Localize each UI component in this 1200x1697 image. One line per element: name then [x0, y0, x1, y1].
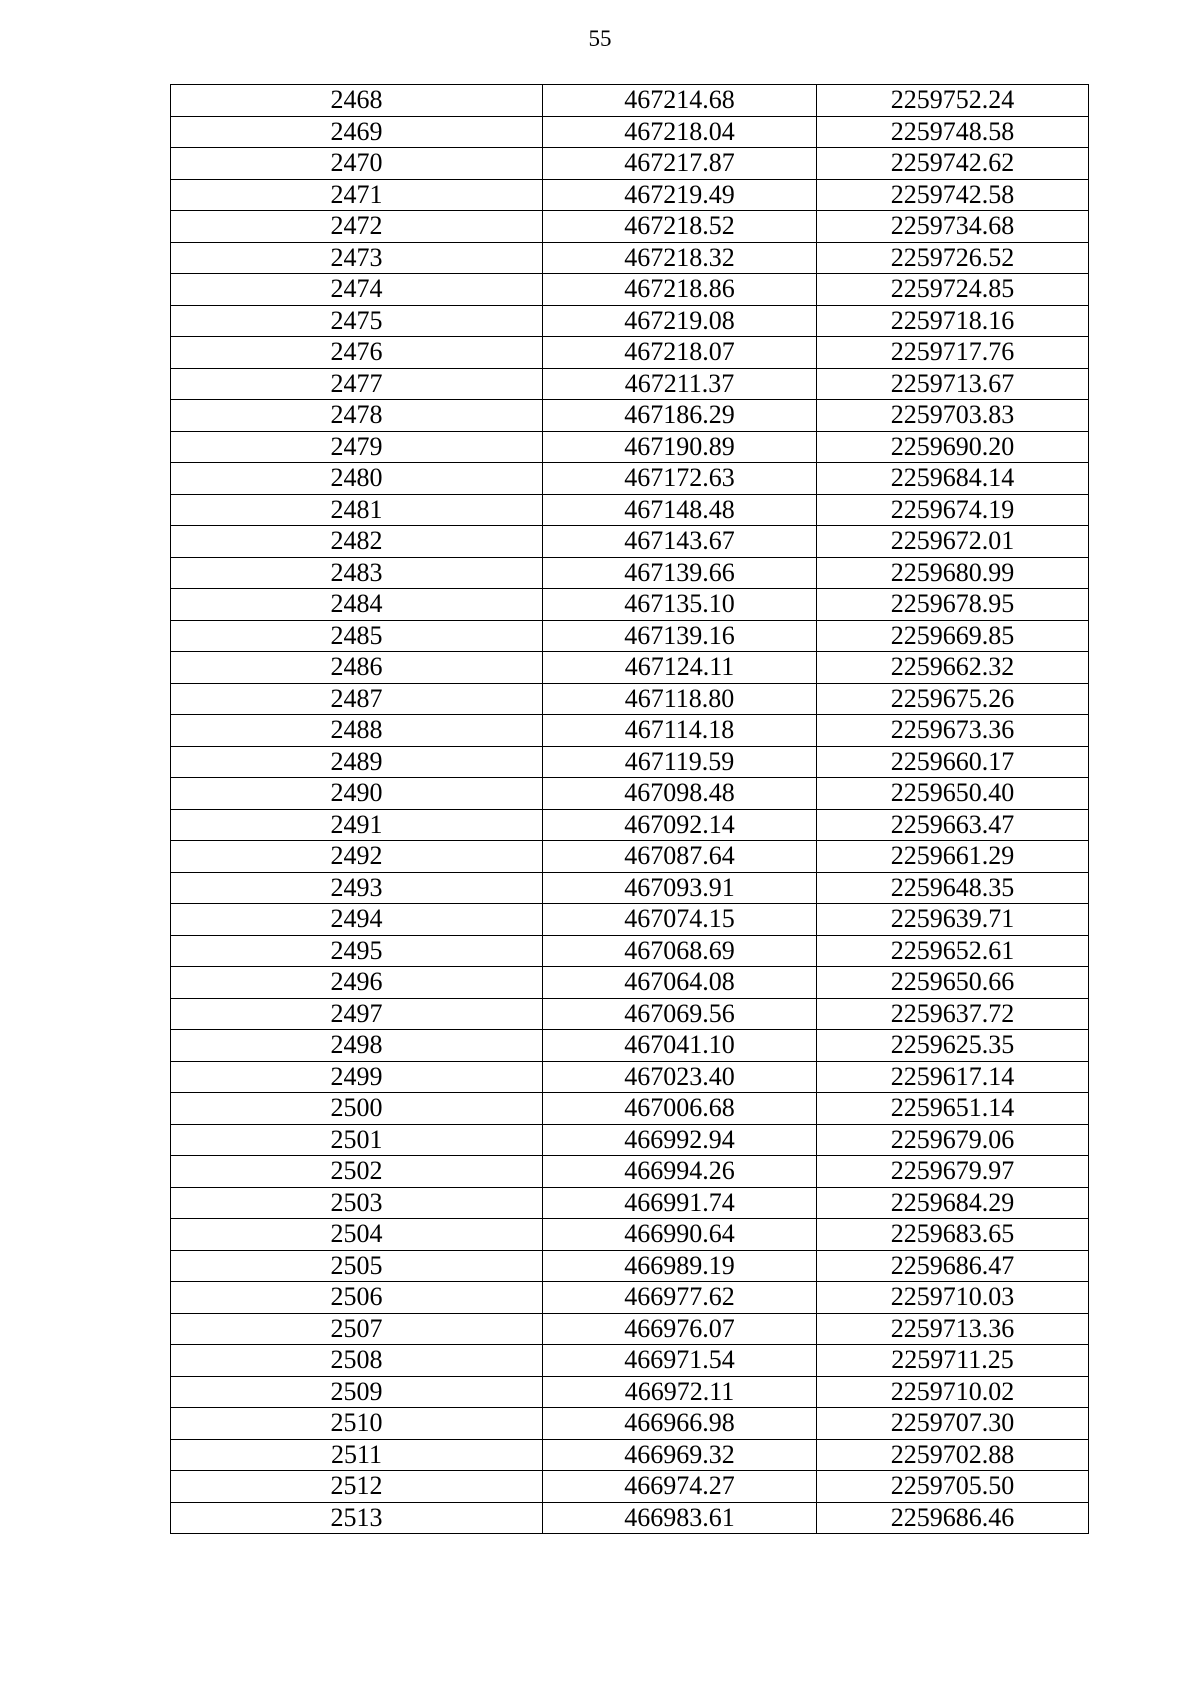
x-coordinate-cell: 466983.61 — [543, 1502, 817, 1534]
table-row — [171, 1093, 1089, 1125]
y-coordinate-cell: 2259734.68 — [817, 211, 1089, 243]
point-number-cell: 2488 — [171, 715, 543, 747]
y-coordinate-cell: 2259673.36 — [817, 715, 1089, 747]
x-coordinate-cell: 467135.10 — [543, 589, 817, 621]
x-coordinate-cell: 467148.48 — [543, 494, 817, 526]
y-coordinate-cell: 2259675.26 — [817, 683, 1089, 715]
point-number-cell: 2487 — [171, 683, 543, 715]
x-coordinate-cell: 467190.89 — [543, 431, 817, 463]
point-number-cell: 2475 — [171, 305, 543, 337]
x-coordinate-cell: 467211.37 — [543, 368, 817, 400]
x-coordinate-cell: 467006.68 — [543, 1093, 817, 1125]
table-row — [171, 1408, 1089, 1440]
x-coordinate-cell: 467172.63 — [543, 463, 817, 495]
y-coordinate-cell: 2259625.35 — [817, 1030, 1089, 1062]
point-number-cell: 2484 — [171, 589, 543, 621]
table-row — [171, 1030, 1089, 1062]
y-coordinate-cell: 2259702.88 — [817, 1439, 1089, 1471]
table-row — [171, 1471, 1089, 1503]
table-row — [171, 526, 1089, 558]
point-number-cell: 2494 — [171, 904, 543, 936]
table-row — [171, 305, 1089, 337]
table-row — [171, 400, 1089, 432]
x-coordinate-cell: 467074.15 — [543, 904, 817, 936]
table-row — [171, 809, 1089, 841]
y-coordinate-cell: 2259710.03 — [817, 1282, 1089, 1314]
table-row — [171, 463, 1089, 495]
point-number-cell: 2478 — [171, 400, 543, 432]
table-row — [171, 274, 1089, 306]
point-number-cell: 2477 — [171, 368, 543, 400]
y-coordinate-cell: 2259669.85 — [817, 620, 1089, 652]
table-row — [171, 715, 1089, 747]
x-coordinate-cell: 467069.56 — [543, 998, 817, 1030]
point-number-cell: 2507 — [171, 1313, 543, 1345]
x-coordinate-cell: 466994.26 — [543, 1156, 817, 1188]
table-row — [171, 1345, 1089, 1377]
x-coordinate-cell: 467218.04 — [543, 116, 817, 148]
table-row — [171, 1376, 1089, 1408]
y-coordinate-cell: 2259713.36 — [817, 1313, 1089, 1345]
y-coordinate-cell: 2259713.67 — [817, 368, 1089, 400]
table-row — [171, 1156, 1089, 1188]
y-coordinate-cell: 2259717.76 — [817, 337, 1089, 369]
y-coordinate-cell: 2259718.16 — [817, 305, 1089, 337]
y-coordinate-cell: 2259686.46 — [817, 1502, 1089, 1534]
x-coordinate-cell: 466969.32 — [543, 1439, 817, 1471]
point-number-cell: 2471 — [171, 179, 543, 211]
x-coordinate-cell: 467064.08 — [543, 967, 817, 999]
x-coordinate-cell: 466966.98 — [543, 1408, 817, 1440]
point-number-cell: 2508 — [171, 1345, 543, 1377]
point-number-cell: 2468 — [171, 85, 543, 117]
x-coordinate-cell: 467219.08 — [543, 305, 817, 337]
x-coordinate-cell: 466977.62 — [543, 1282, 817, 1314]
point-number-cell: 2486 — [171, 652, 543, 684]
point-number-cell: 2479 — [171, 431, 543, 463]
point-number-cell: 2497 — [171, 998, 543, 1030]
x-coordinate-cell: 467092.14 — [543, 809, 817, 841]
table-row — [171, 557, 1089, 589]
table-row — [171, 1061, 1089, 1093]
table-row — [171, 1439, 1089, 1471]
x-coordinate-cell: 467218.07 — [543, 337, 817, 369]
y-coordinate-cell: 2259651.14 — [817, 1093, 1089, 1125]
y-coordinate-cell: 2259690.20 — [817, 431, 1089, 463]
y-coordinate-cell: 2259686.47 — [817, 1250, 1089, 1282]
point-number-cell: 2493 — [171, 872, 543, 904]
table-row — [171, 589, 1089, 621]
x-coordinate-cell: 467139.16 — [543, 620, 817, 652]
x-coordinate-cell: 467186.29 — [543, 400, 817, 432]
x-coordinate-cell: 467093.91 — [543, 872, 817, 904]
point-number-cell: 2483 — [171, 557, 543, 589]
y-coordinate-cell: 2259684.14 — [817, 463, 1089, 495]
y-coordinate-cell: 2259742.62 — [817, 148, 1089, 180]
table-row — [171, 1124, 1089, 1156]
table-row — [171, 620, 1089, 652]
x-coordinate-cell: 467217.87 — [543, 148, 817, 180]
point-number-cell: 2491 — [171, 809, 543, 841]
point-number-cell: 2476 — [171, 337, 543, 369]
y-coordinate-cell: 2259662.32 — [817, 652, 1089, 684]
y-coordinate-cell: 2259650.66 — [817, 967, 1089, 999]
point-number-cell: 2495 — [171, 935, 543, 967]
x-coordinate-cell: 466991.74 — [543, 1187, 817, 1219]
point-number-cell: 2503 — [171, 1187, 543, 1219]
table-row — [171, 1187, 1089, 1219]
x-coordinate-cell: 466989.19 — [543, 1250, 817, 1282]
point-number-cell: 2490 — [171, 778, 543, 810]
page-number: 55 — [588, 26, 612, 51]
table-row — [171, 841, 1089, 873]
y-coordinate-cell: 2259680.99 — [817, 557, 1089, 589]
point-number-cell: 2510 — [171, 1408, 543, 1440]
y-coordinate-cell: 2259710.02 — [817, 1376, 1089, 1408]
point-number-cell: 2505 — [171, 1250, 543, 1282]
y-coordinate-cell: 2259678.95 — [817, 589, 1089, 621]
coordinates-table-body — [171, 85, 1089, 1534]
y-coordinate-cell: 2259711.25 — [817, 1345, 1089, 1377]
point-number-cell: 2473 — [171, 242, 543, 274]
x-coordinate-cell: 466972.11 — [543, 1376, 817, 1408]
coordinates-table — [170, 84, 1089, 1534]
y-coordinate-cell: 2259639.71 — [817, 904, 1089, 936]
y-coordinate-cell: 2259672.01 — [817, 526, 1089, 558]
x-coordinate-cell: 467098.48 — [543, 778, 817, 810]
point-number-cell: 2511 — [171, 1439, 543, 1471]
point-number-cell: 2472 — [171, 211, 543, 243]
point-number-cell: 2485 — [171, 620, 543, 652]
point-number-cell: 2474 — [171, 274, 543, 306]
table-row — [171, 683, 1089, 715]
y-coordinate-cell: 2259679.97 — [817, 1156, 1089, 1188]
x-coordinate-cell: 467087.64 — [543, 841, 817, 873]
y-coordinate-cell: 2259724.85 — [817, 274, 1089, 306]
y-coordinate-cell: 2259637.72 — [817, 998, 1089, 1030]
point-number-cell: 2482 — [171, 526, 543, 558]
point-number-cell: 2496 — [171, 967, 543, 999]
y-coordinate-cell: 2259663.47 — [817, 809, 1089, 841]
y-coordinate-cell: 2259726.52 — [817, 242, 1089, 274]
y-coordinate-cell: 2259660.17 — [817, 746, 1089, 778]
x-coordinate-cell: 467139.66 — [543, 557, 817, 589]
x-coordinate-cell: 467068.69 — [543, 935, 817, 967]
y-coordinate-cell: 2259683.65 — [817, 1219, 1089, 1251]
y-coordinate-cell: 2259705.50 — [817, 1471, 1089, 1503]
x-coordinate-cell: 466976.07 — [543, 1313, 817, 1345]
x-coordinate-cell: 467041.10 — [543, 1030, 817, 1062]
point-number-cell: 2506 — [171, 1282, 543, 1314]
table-row — [171, 652, 1089, 684]
x-coordinate-cell: 467219.49 — [543, 179, 817, 211]
x-coordinate-cell: 467143.67 — [543, 526, 817, 558]
point-number-cell: 2513 — [171, 1502, 543, 1534]
x-coordinate-cell: 466992.94 — [543, 1124, 817, 1156]
table-row — [171, 967, 1089, 999]
x-coordinate-cell: 467214.68 — [543, 85, 817, 117]
x-coordinate-cell: 467114.18 — [543, 715, 817, 747]
y-coordinate-cell: 2259703.83 — [817, 400, 1089, 432]
point-number-cell: 2489 — [171, 746, 543, 778]
y-coordinate-cell: 2259752.24 — [817, 85, 1089, 117]
y-coordinate-cell: 2259674.19 — [817, 494, 1089, 526]
y-coordinate-cell: 2259684.29 — [817, 1187, 1089, 1219]
table-row — [171, 1219, 1089, 1251]
table-row — [171, 85, 1089, 117]
x-coordinate-cell: 467023.40 — [543, 1061, 817, 1093]
table-row — [171, 1313, 1089, 1345]
table-row — [171, 746, 1089, 778]
x-coordinate-cell: 467218.52 — [543, 211, 817, 243]
x-coordinate-cell: 466971.54 — [543, 1345, 817, 1377]
table-row — [171, 778, 1089, 810]
x-coordinate-cell: 466974.27 — [543, 1471, 817, 1503]
table-row — [171, 211, 1089, 243]
point-number-cell: 2504 — [171, 1219, 543, 1251]
point-number-cell: 2500 — [171, 1093, 543, 1125]
table-row — [171, 904, 1089, 936]
y-coordinate-cell: 2259707.30 — [817, 1408, 1089, 1440]
table-row — [171, 872, 1089, 904]
x-coordinate-cell: 467119.59 — [543, 746, 817, 778]
point-number-cell: 2501 — [171, 1124, 543, 1156]
x-coordinate-cell: 467218.86 — [543, 274, 817, 306]
point-number-cell: 2502 — [171, 1156, 543, 1188]
table-row — [171, 1502, 1089, 1534]
table-row — [171, 242, 1089, 274]
point-number-cell: 2492 — [171, 841, 543, 873]
table-row — [171, 998, 1089, 1030]
x-coordinate-cell: 467218.32 — [543, 242, 817, 274]
y-coordinate-cell: 2259650.40 — [817, 778, 1089, 810]
table-row — [171, 935, 1089, 967]
table-row — [171, 148, 1089, 180]
y-coordinate-cell: 2259648.35 — [817, 872, 1089, 904]
point-number-cell: 2509 — [171, 1376, 543, 1408]
point-number-cell: 2470 — [171, 148, 543, 180]
y-coordinate-cell: 2259617.14 — [817, 1061, 1089, 1093]
y-coordinate-cell: 2259742.58 — [817, 179, 1089, 211]
y-coordinate-cell: 2259748.58 — [817, 116, 1089, 148]
x-coordinate-cell: 466990.64 — [543, 1219, 817, 1251]
table-row — [171, 1250, 1089, 1282]
table-row — [171, 179, 1089, 211]
table-row — [171, 337, 1089, 369]
table-row — [171, 1282, 1089, 1314]
point-number-cell: 2498 — [171, 1030, 543, 1062]
point-number-cell: 2512 — [171, 1471, 543, 1503]
table-row — [171, 431, 1089, 463]
point-number-cell: 2499 — [171, 1061, 543, 1093]
table-row — [171, 368, 1089, 400]
table-row — [171, 494, 1089, 526]
point-number-cell: 2480 — [171, 463, 543, 495]
point-number-cell: 2481 — [171, 494, 543, 526]
y-coordinate-cell: 2259661.29 — [817, 841, 1089, 873]
y-coordinate-cell: 2259679.06 — [817, 1124, 1089, 1156]
x-coordinate-cell: 467124.11 — [543, 652, 817, 684]
x-coordinate-cell: 467118.80 — [543, 683, 817, 715]
table-row — [171, 116, 1089, 148]
y-coordinate-cell: 2259652.61 — [817, 935, 1089, 967]
point-number-cell: 2469 — [171, 116, 543, 148]
